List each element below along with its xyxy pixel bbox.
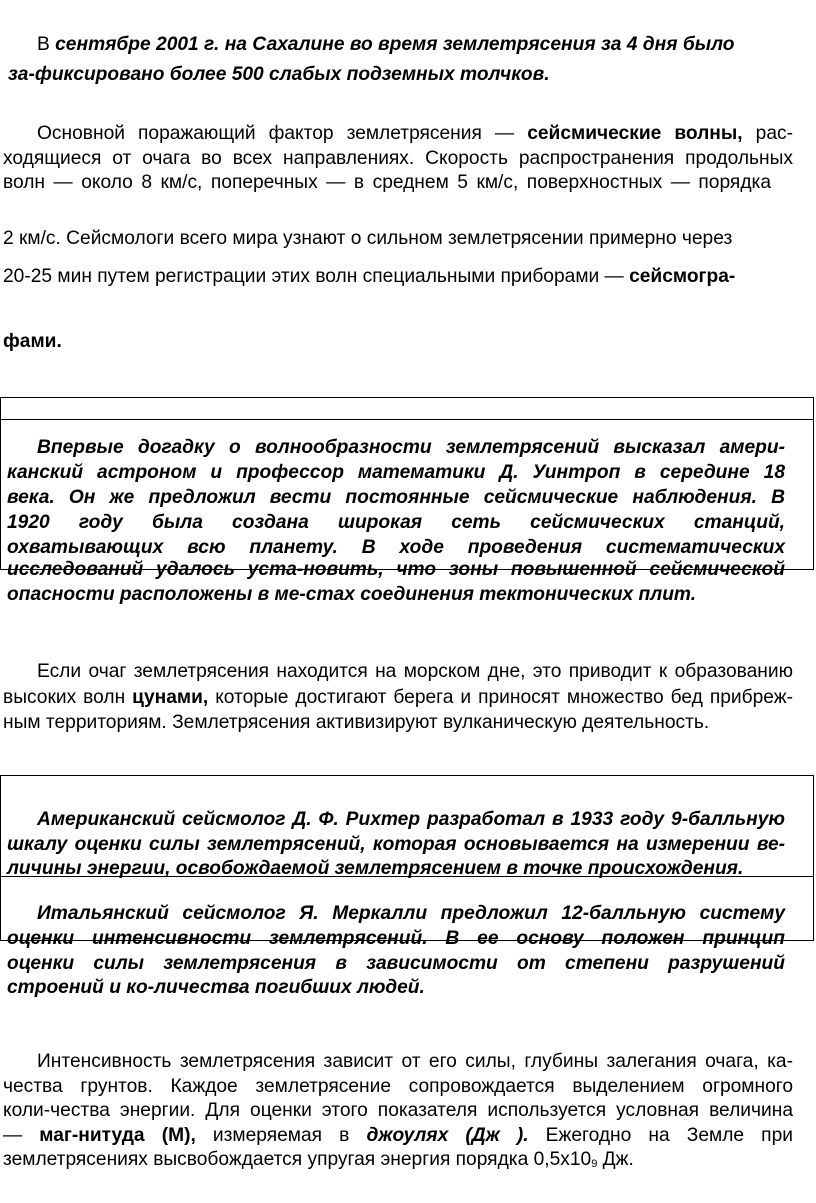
text-line: шкалу оценки силы землетрясений, которая основывается на измерении ве- (7, 834, 785, 855)
text-line: 2 км/с. Сейсмологи всего мира узнают о сильном землетрясении примерно через (3, 228, 733, 249)
text-line: коли-чества энергии. Для оценки этого показателя используется условная величина (3, 1100, 793, 1121)
text-line: личины энергии, освобождаемой землетрясением в точке происхождения. (7, 858, 744, 879)
text-run: землетрясениях высвобождается упругая энергия порядка 0,5х10 (3, 1149, 592, 1170)
text-run: Дж. (597, 1149, 634, 1170)
text-line (37, 122, 793, 145)
text-line: исследований удалось уста-новить, что зоны повышенной сейсмической (7, 559, 785, 580)
text-run: рас- (742, 123, 793, 144)
text-run: измеряемая в (195, 1125, 367, 1146)
text-line: Впервые догадку о волнообразности землетрясений высказал амери- (37, 437, 785, 458)
text-line: Итальянский сейсмолог Я. Меркалли предложил 12-балльную систему (37, 903, 785, 924)
text-line (3, 265, 735, 288)
exponent-subscript: 9 (591, 1158, 598, 1170)
text-line: века. Он же предложил вести постоянные сейсмические наблюдения. В (7, 487, 785, 508)
text-line: строений и ко-личества погибших людей. (7, 977, 425, 998)
text-line: волн — около 8 км/с, поперечных — в среднем 5 км/с, поверхностных — порядка (3, 172, 771, 193)
text-line: оценки силы землетрясения в зависимости от степени разрушений (7, 953, 785, 974)
text-line: канский астроном и профессор математики Д. Уинтроп в середине 18 (7, 462, 785, 483)
text-run-bold: сейсмогра- (629, 266, 736, 287)
frame-header-bar (0, 397, 814, 420)
text-line: опасности расположены в ме-стах соединения тектонических плит. (7, 584, 697, 605)
text-run: 20-25 мин путем регистрации этих волн специальными приборами — (3, 266, 630, 287)
text-line (3, 1124, 793, 1147)
text-line: оценки интенсивности землетрясений. В ее основу положен принцип (7, 928, 785, 949)
text-run-bold: сейсмические волны, (527, 123, 743, 144)
text-run-bold: цунами, (132, 687, 209, 708)
text-run: Ежегодно на Земле при (528, 1125, 793, 1146)
text-run: В (37, 34, 56, 55)
text-line: охватывающих всю планету. В ходе проведения систематических (7, 537, 785, 558)
text-line: Американский сейсмолог Д. Ф. Рихтер разработал в 1933 году 9-балльную (37, 809, 785, 830)
text-line: Если очаг землетрясения находится на морском дне, это приводит к образованию (37, 661, 793, 682)
text-line: Интенсивность землетрясения зависит от его силы, глубины залегания очага, ка- (37, 1051, 793, 1072)
text-run-bold: маг-нитуда (М), (39, 1125, 196, 1146)
text-run-bold-italic: сентябре 2001 г. на Сахалине во время землетрясения за 4 дня было (55, 34, 735, 55)
text-line (37, 33, 735, 56)
text-line: за-фиксировано более 500 слабых подземных толчков. (8, 64, 550, 85)
text-run: — (3, 1125, 40, 1146)
text-run-bold-italic: джоулях (Дж ). (366, 1125, 529, 1146)
text-line: фами. (3, 331, 62, 352)
text-line: чества грунтов. Каждое землетрясение сопровождается выделением огромного (3, 1076, 793, 1097)
text-line (3, 686, 793, 709)
text-line: ходящиеся от очага во всех направлениях. Скорость распространения продольных (3, 148, 793, 169)
text-line: 1920 году была создана широкая сеть сейсмических станций, (7, 512, 785, 533)
text-line (3, 1148, 634, 1176)
text-run: Основной поражающий фактор землетрясения — (37, 123, 528, 144)
text-run: высоких волн (3, 687, 133, 708)
text-line: ным территориям. Землетрясения активизируют вулканическую деятельность. (3, 712, 710, 733)
text-run: которые достигают берега и приносят множество бед прибреж- (208, 687, 793, 708)
